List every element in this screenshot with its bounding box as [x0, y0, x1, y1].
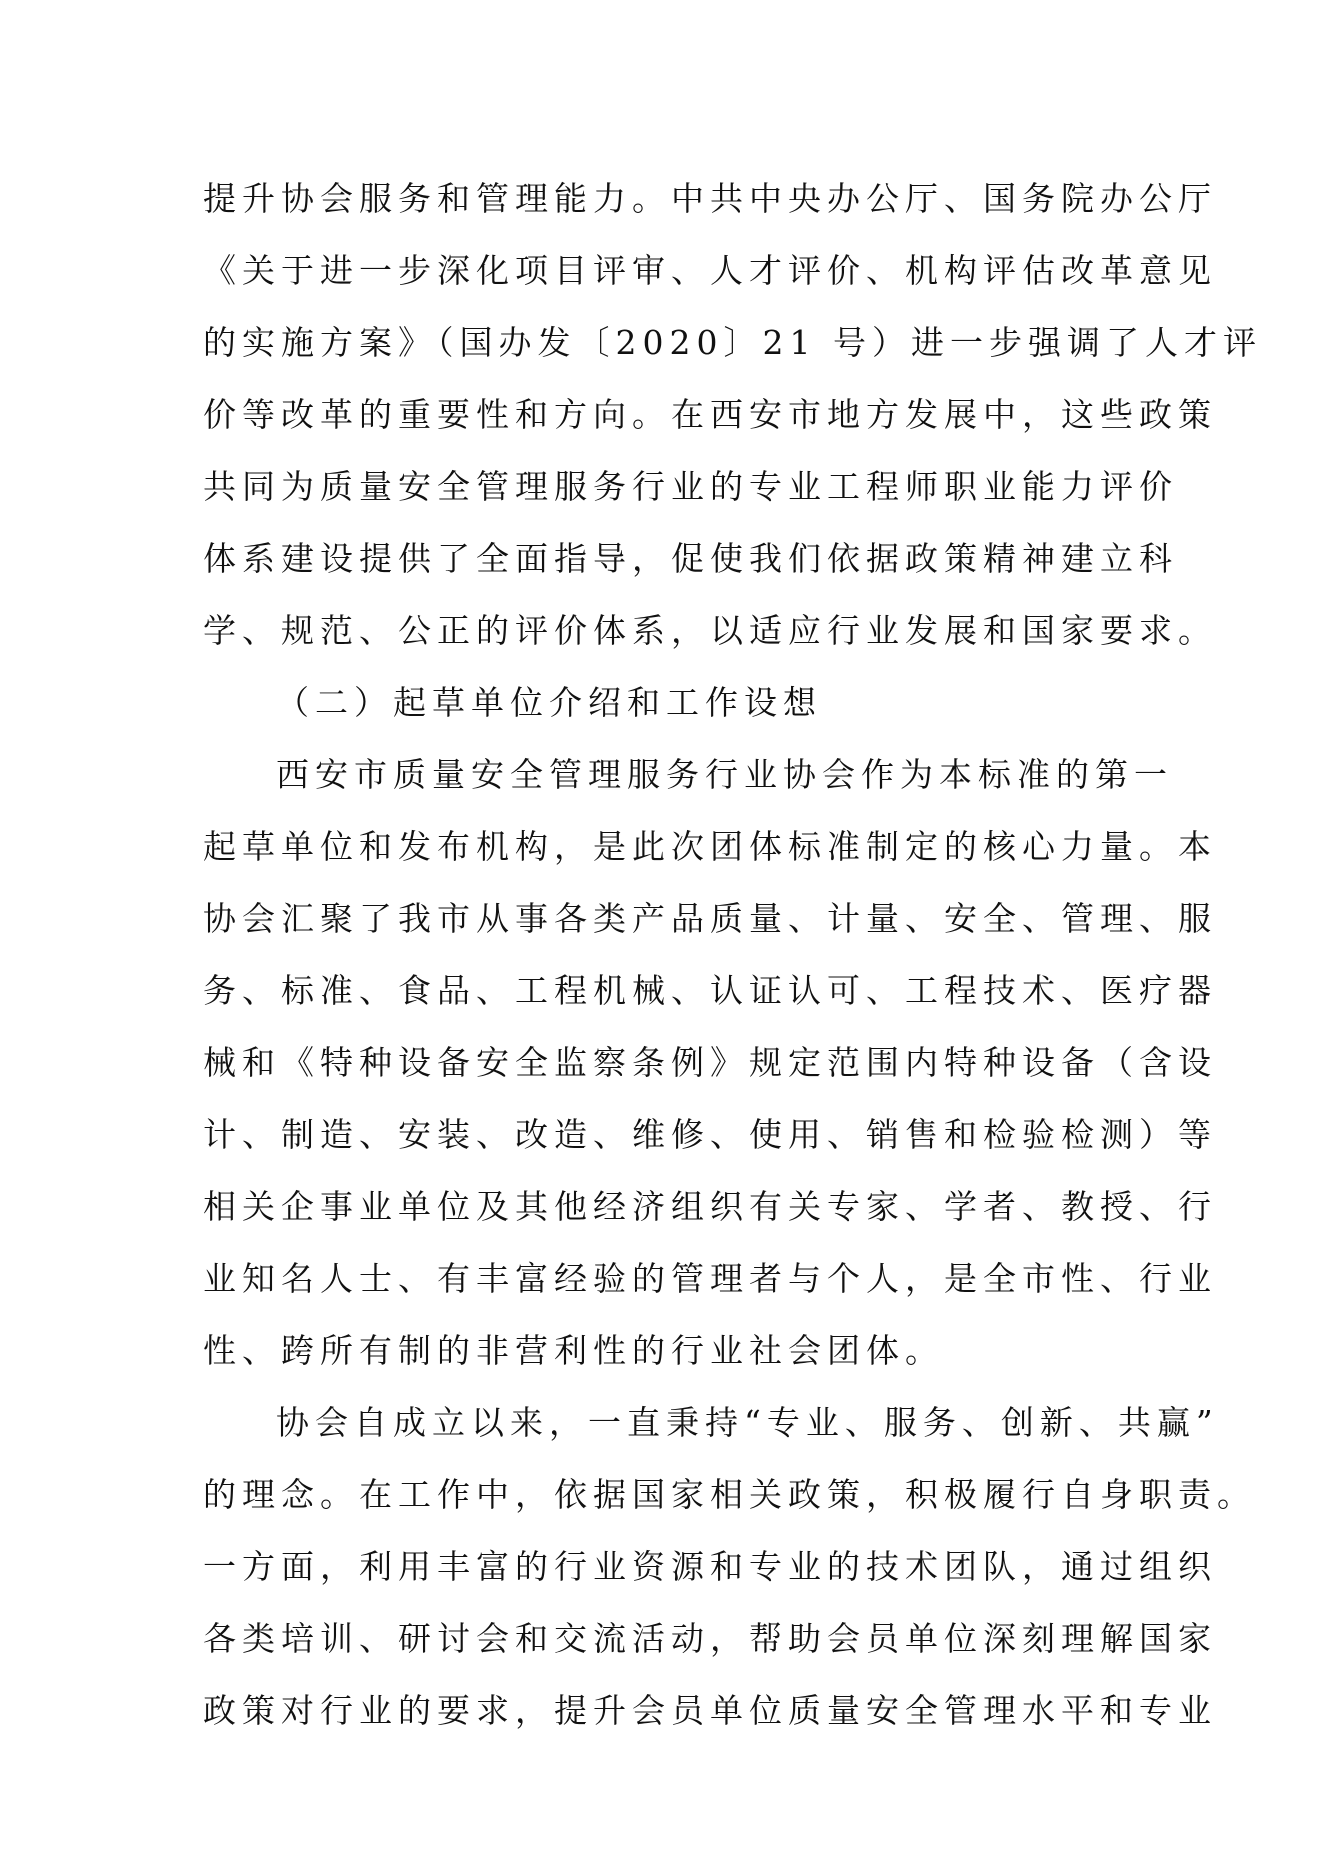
text-line: 一方面，利用丰富的行业资源和专业的技术团队，通过组织	[203, 1547, 1217, 1586]
text-line: 协会汇聚了我市从事各类产品质量、计量、安全、管理、服	[203, 899, 1217, 938]
text-line: 的理念。在工作中，依据国家相关政策，积极履行自身职责。	[203, 1475, 1256, 1514]
text-line: 务、标准、食品、工程机械、认证认可、工程技术、医疗器	[203, 971, 1217, 1010]
text-line: 械和《特种设备安全监察条例》规定范围内特种设备（含设	[203, 1043, 1217, 1082]
document-body	[203, 163, 1262, 1747]
text-line: 各类培训、研讨会和交流活动，帮助会员单位深刻理解国家	[203, 1619, 1217, 1658]
paragraph-first-line: 协会自成立以来，一直秉持“专业、服务、创新、共赢”	[276, 1403, 1219, 1442]
text-line: 起草单位和发布机构，是此次团体标准制定的核心力量。本	[203, 827, 1217, 866]
text-line: 提升协会服务和管理能力。中共中央办公厅、国务院办公厅	[203, 179, 1217, 218]
text-line: 体系建设提供了全面指导，促使我们依据政策精神建立科	[203, 539, 1178, 578]
paragraph-last-line: 性、跨所有制的非营利性的行业社会团体。	[203, 1331, 944, 1370]
text-line: 业知名人士、有丰富经验的管理者与个人，是全市性、行业	[203, 1259, 1217, 1298]
section-heading: （二）起草单位介绍和工作设想	[276, 683, 822, 722]
text-line: 价等改革的重要性和方向。在西安市地方发展中，这些政策	[203, 395, 1217, 434]
text-line: 政策对行业的要求，提升会员单位质量安全管理水平和专业	[203, 1691, 1217, 1730]
text-line: 相关企事业单位及其他经济组织有关专家、学者、教授、行	[203, 1187, 1217, 1226]
text-line: 学、规范、公正的评价体系，以适应行业发展和国家要求。	[203, 611, 1217, 650]
paragraph-first-line: 西安市质量安全管理服务行业协会作为本标准的第一	[276, 755, 1173, 794]
text-line: 《关于进一步深化项目评审、人才评价、机构评估改革意见	[203, 251, 1217, 290]
text-line: 的实施方案》（国办发〔2020〕21 号）进一步强调了人才评	[203, 323, 1262, 362]
text-line: 计、制造、安装、改造、维修、使用、销售和检验检测）等	[203, 1115, 1217, 1154]
text-line: 共同为质量安全管理服务行业的专业工程师职业能力评价	[203, 467, 1178, 506]
